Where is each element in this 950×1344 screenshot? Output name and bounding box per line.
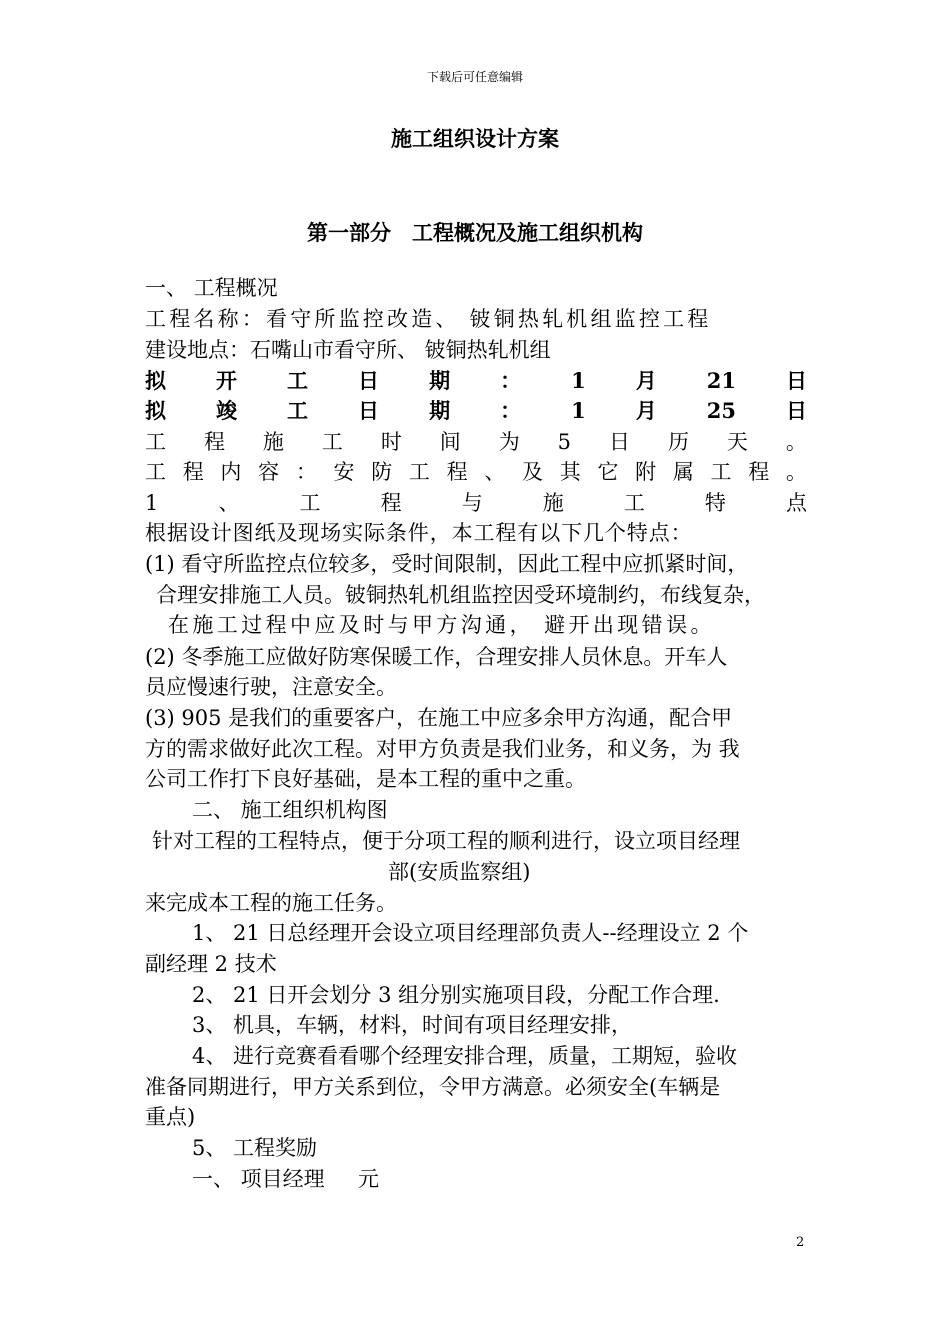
paragraph-line: 部(安质监察组) xyxy=(388,860,531,884)
paragraph-line: 方的需求做好此次工程。对甲方负责是我们业务，和义务，为 我 xyxy=(145,737,740,761)
spread-char: 程 xyxy=(748,460,770,484)
spread-char: ： xyxy=(500,398,522,423)
list-item-continuation: 重点) xyxy=(145,1105,196,1129)
spread-char: 、 xyxy=(218,491,240,515)
spread-char: 工 xyxy=(710,460,732,484)
paragraph-line: 公司工作打下良好基础，是本工程的重中之重。 xyxy=(145,767,586,791)
list-item: 4、 进行竞赛看看哪个经理安排合理，质量，工期短，验收 xyxy=(192,1044,738,1068)
spread-char: 日 xyxy=(609,430,630,454)
paragraph-line: 根据设计图纸及现场实际条件，本工程有以下几个特点： xyxy=(145,521,693,545)
spread-char: 工 xyxy=(408,460,430,484)
spread-char: 日 xyxy=(358,368,380,393)
paragraph-line: 针对工程的工程特点，便于分项工程的顺利进行，设立项目经理 xyxy=(152,829,740,853)
spread-char: 工 xyxy=(287,398,309,423)
features-heading-line xyxy=(145,488,807,518)
spread-char: 安 xyxy=(333,460,355,484)
spread-char: 及 xyxy=(522,460,544,484)
spread-char: 月 xyxy=(635,368,657,393)
paragraph-line: 来完成本工程的施工任务。 xyxy=(145,891,397,915)
duration-line xyxy=(145,427,807,457)
spread-char: 历 xyxy=(667,430,689,454)
spread-char: 开 xyxy=(216,368,238,393)
list-item: 2、 21 日开会划分 3 组分别实施项目段，分配工作合理. xyxy=(192,983,720,1007)
spread-char: 。 xyxy=(785,460,807,484)
spread-char: 施 xyxy=(542,491,564,515)
spread-char: 1 xyxy=(571,368,586,393)
page-header-note: 下载后可任意编辑 xyxy=(426,70,523,84)
spread-char: 期 xyxy=(429,368,451,393)
scope-line xyxy=(145,457,807,487)
spread-char: 。 xyxy=(785,430,807,454)
spread-char: 21 xyxy=(706,368,736,393)
spread-char: 日 xyxy=(358,398,380,423)
paragraph-line: (2) 冬季施工应做好防寒保暖工作，合理安排人员休息。开车人 xyxy=(145,645,728,669)
spread-char: 工 xyxy=(299,491,321,515)
project-name-line: 工程名称：看守所监控改造、 铍铜热轧机组监控工程 xyxy=(145,307,712,331)
list-item-continuation: 副经理 2 技术 xyxy=(145,952,277,976)
spread-char: 1 xyxy=(145,491,159,515)
section-heading-overview: 一、 工程概况 xyxy=(145,276,278,300)
paragraph-line: 在施工过程中应及时与甲方沟通， 避开出现错误。 xyxy=(168,613,715,637)
spread-char: 容 xyxy=(258,460,280,484)
document-title: 施工组织设计方案 xyxy=(391,126,559,151)
spread-char: 工 xyxy=(321,430,343,454)
part-heading: 第一部分 工程概况及施工组织机构 xyxy=(307,220,643,245)
spread-char: 程 xyxy=(182,460,204,484)
spread-char: 程 xyxy=(380,491,402,515)
spread-char: 工 xyxy=(145,430,166,454)
spread-char: 拟 xyxy=(145,368,166,393)
spread-char: 它 xyxy=(597,460,619,484)
spread-char: 25 xyxy=(706,398,736,423)
paragraph-line: (3) 905 是我们的重要客户，在施工中应多余甲方沟通，配合甲 xyxy=(145,706,733,730)
spread-char: 程 xyxy=(446,460,468,484)
spread-char: 5 xyxy=(557,430,572,454)
spread-char: 间 xyxy=(439,430,461,454)
spread-char: 防 xyxy=(371,460,393,484)
planned-start-date-line xyxy=(145,366,807,396)
spread-char: 、 xyxy=(484,460,506,484)
spread-char: 特 xyxy=(704,491,726,515)
spread-char: 附 xyxy=(635,460,657,484)
spread-char: 程 xyxy=(203,430,225,454)
spread-char: 日 xyxy=(786,368,807,393)
spread-char: 内 xyxy=(220,460,242,484)
spread-char: 施 xyxy=(262,430,284,454)
spread-char: ： xyxy=(295,460,317,484)
paragraph-line: 合理安排施工人员。铍铜热轧机组监控因受环境制约，布线复杂， xyxy=(156,583,765,607)
spread-char: 为 xyxy=(498,430,520,454)
spread-char: 其 xyxy=(559,460,581,484)
spread-char: 工 xyxy=(623,491,645,515)
list-item: 一、 项目经理 元 xyxy=(192,1167,380,1191)
spread-char: 竣 xyxy=(216,398,238,423)
spread-char: 点 xyxy=(786,491,807,515)
planned-finish-date-line xyxy=(145,396,807,426)
spread-char: 日 xyxy=(786,398,807,423)
list-item-continuation: 准备同期进行，甲方关系到位，令甲方满意。必须安全(车辆是 xyxy=(145,1075,721,1099)
paragraph-line: 员应慢速行驶，注意安全。 xyxy=(145,675,397,699)
spread-char: 期 xyxy=(429,398,451,423)
spread-char: 时 xyxy=(380,430,402,454)
list-item: 1、 21 日总经理开会设立项目经理部负责人--经理设立 2 个 xyxy=(192,921,749,945)
page-number: 2 xyxy=(796,1235,805,1250)
spread-char: 拟 xyxy=(145,398,166,423)
paragraph-line: (1) 看守所监控点位较多，受时间限制，因此工程中应抓紧时间， xyxy=(145,552,749,576)
spread-char: 工 xyxy=(287,368,309,393)
spread-char: 月 xyxy=(635,398,657,423)
spread-char: 属 xyxy=(672,460,694,484)
spread-char: 与 xyxy=(461,491,483,515)
list-item: 3、 机具，车辆，材料，时间有项目经理安排， xyxy=(192,1013,633,1037)
site-location-line: 建设地点：石嘴山市看守所、 铍铜热轧机组 xyxy=(145,338,551,362)
section-heading-organization: 二、 施工组织机构图 xyxy=(192,798,388,822)
spread-char: 工 xyxy=(145,460,166,484)
spread-char: 天 xyxy=(726,430,748,454)
spread-char: 1 xyxy=(571,398,586,423)
spread-char: ： xyxy=(500,368,522,393)
list-item: 5、 工程奖励 xyxy=(192,1136,318,1160)
